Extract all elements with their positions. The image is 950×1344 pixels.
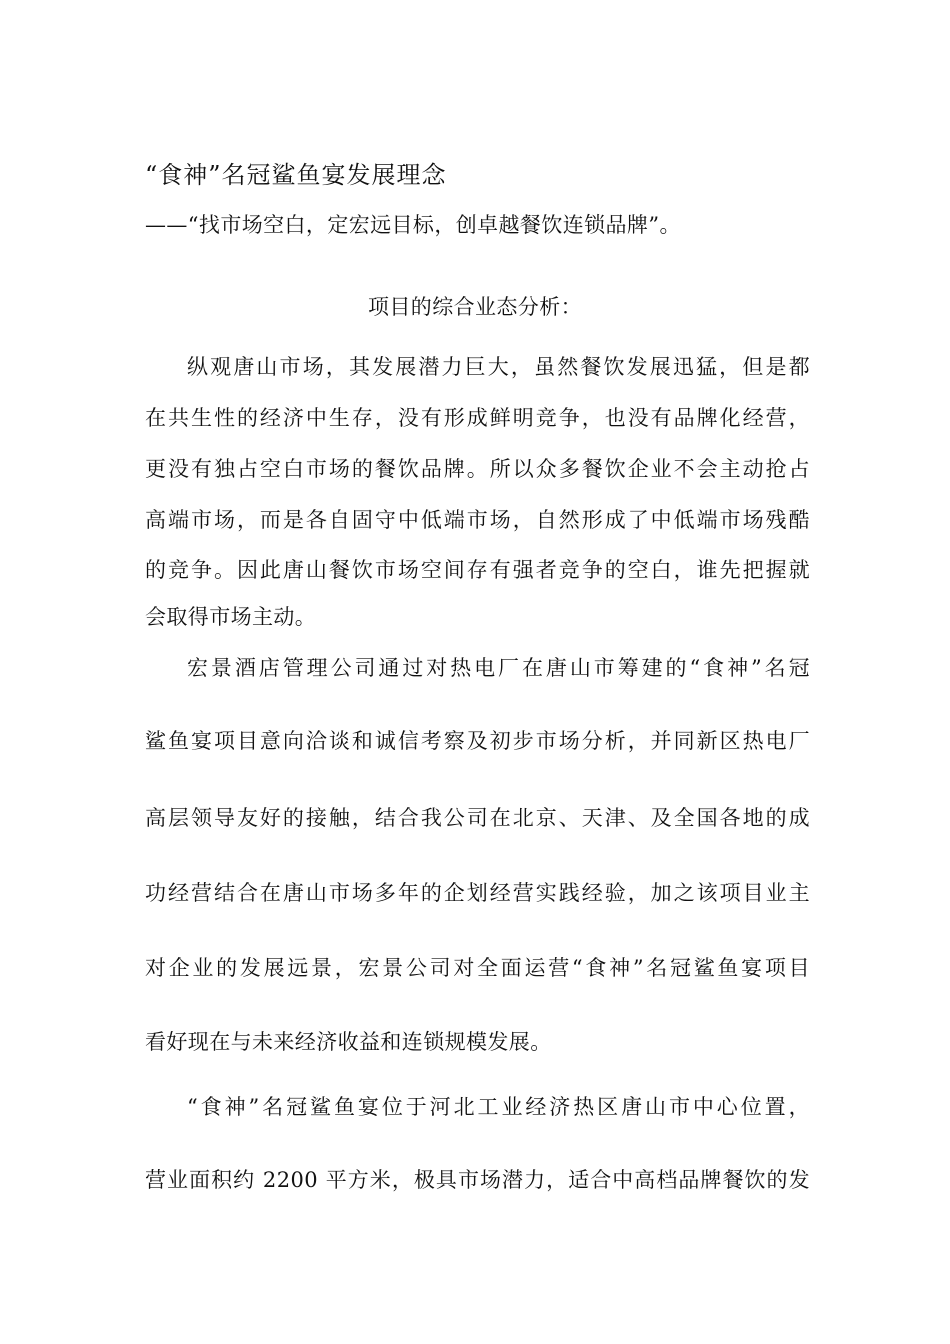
paragraph-1-line: 的竞争。因此唐山餐饮市场空间存有强者竞争的空白，谁先把握就 <box>145 558 810 582</box>
paragraph-2-line: 对企业的发展远景，宏景公司对全面运营“食神”名冠鲨鱼宴项目 <box>145 956 810 980</box>
paragraph-2-line: 鲨鱼宴项目意向洽谈和诚信考察及初步市场分析，并同新区热电厂 <box>145 729 810 753</box>
paragraph-3-line: “食神”名冠鲨鱼宴位于河北工业经济热区唐山市中心位置， <box>187 1095 810 1119</box>
paragraph-1-line: 更没有独占空白市场的餐饮品牌。所以众多餐饮企业不会主动抢占 <box>145 457 810 481</box>
document-title: “食神”名冠鲨鱼宴发展理念 <box>145 161 447 189</box>
paragraph-1-line: 会取得市场主动。 <box>145 605 317 629</box>
paragraph-1-line: 纵观唐山市场，其发展潜力巨大，虽然餐饮发展迅猛，但是都 <box>187 355 810 379</box>
paragraph-1-line: 高端市场，而是各自固守中低端市场，自然形成了中低端市场残酷 <box>145 508 810 532</box>
paragraph-2-line: 功经营结合在唐山市场多年的企划经营实践经验，加之该项目业主 <box>145 881 810 905</box>
paragraph-3-line: 营业面积约 2200 平方米，极具市场潜力，适合中高档品牌餐饮的发 <box>145 1168 810 1192</box>
paragraph-2-line: 宏景酒店管理公司通过对热电厂在唐山市筹建的“食神”名冠 <box>187 656 810 680</box>
section-heading: 项目的综合业态分析： <box>368 295 582 319</box>
paragraph-2-line: 高层领导友好的接触，结合我公司在北京、天津、及全国各地的成 <box>145 806 810 830</box>
paragraph-2-line: 看好现在与未来经济收益和连锁规模发展。 <box>145 1030 552 1054</box>
document-subtitle: ——“找市场空白，定宏远目标，创卓越餐饮连锁品牌”。 <box>145 213 681 237</box>
paragraph-1-line: 在共生性的经济中生存，没有形成鲜明竞争，也没有品牌化经营， <box>145 406 810 430</box>
